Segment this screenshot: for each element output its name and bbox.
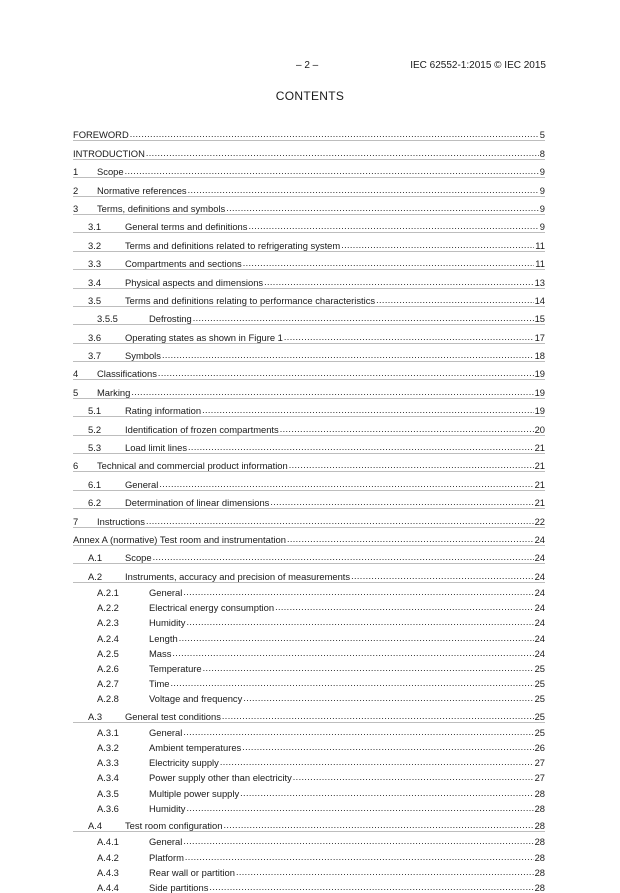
toc-entry-number: A.3.1 [97, 726, 119, 738]
toc-dot-leader [188, 185, 539, 196]
toc-entry-title: General terms and definitions [125, 221, 248, 233]
toc-dot-leader [341, 240, 534, 251]
toc-dot-leader [183, 836, 533, 847]
toc-entry-title: Rear wall or partition [149, 866, 235, 878]
toc-entry-title: General [149, 836, 183, 848]
toc-entry-number: 5.3 [88, 442, 102, 454]
toc-entry-title: Physical aspects and dimensions [125, 276, 264, 288]
toc-entry-number: A.4.3 [97, 866, 119, 878]
toc-entry-page: 19 [534, 386, 545, 398]
toc-dot-leader [172, 648, 533, 659]
toc-entry-number: A.3 [88, 710, 103, 722]
toc-dot-leader [270, 497, 533, 508]
toc-entry-title: Scope [125, 552, 152, 564]
toc-dot-leader [158, 368, 534, 379]
toc-dot-leader [159, 479, 533, 490]
toc-entry-page: 28 [534, 820, 545, 832]
toc-entry-number: 3.5 [88, 294, 102, 306]
toc-entry-number: A.2.8 [97, 693, 119, 705]
toc-entry-page: 28 [534, 836, 545, 848]
toc-entry[interactable] [73, 344, 545, 362]
toc-entry-title: Multiple power supply [149, 787, 240, 799]
toc-dot-leader [185, 852, 534, 863]
toc-dot-leader [162, 350, 534, 361]
toc-entry[interactable] [73, 472, 545, 490]
toc-dot-leader [287, 534, 534, 545]
toc-entry-title: Load limit lines [125, 442, 188, 454]
toc-dot-leader [179, 633, 534, 644]
toc-entry-page: 27 [534, 757, 545, 769]
toc-dot-leader [146, 516, 534, 527]
toc-entry-page: 22 [534, 515, 545, 527]
toc-entry-title: Power supply other than electricity [149, 772, 292, 784]
toc-dot-leader [130, 129, 539, 140]
toc-entry-number: 3.4 [88, 276, 102, 288]
toc-entry-number: 6.2 [88, 497, 102, 509]
toc-entry-number: 7 [73, 515, 79, 527]
toc-entry[interactable] [73, 598, 545, 613]
toc-entry-number: 3.1 [88, 221, 102, 233]
toc-entry-page: 18 [534, 350, 545, 362]
toc-entry-number: 1 [73, 166, 79, 178]
toc-entry[interactable] [73, 178, 545, 196]
toc-entry-page: 20 [534, 423, 545, 435]
toc-entry[interactable] [73, 528, 545, 546]
toc-entry-number: A.2.7 [97, 678, 119, 690]
toc-entry-number: A.2.2 [97, 602, 119, 614]
toc-entry-page: 11 [535, 239, 545, 251]
toc-entry[interactable] [73, 723, 545, 738]
toc-dot-leader [186, 617, 533, 628]
toc-entry-number: A.3.4 [97, 772, 119, 784]
toc-entry[interactable] [73, 509, 545, 527]
toc-entry-number: A.4.2 [97, 851, 119, 863]
toc-dot-leader [242, 742, 533, 753]
toc-entry-title: Electrical energy consumption [149, 602, 275, 614]
toc-dot-leader [293, 772, 534, 783]
toc-entry-title: Mass [149, 647, 172, 659]
toc-entry[interactable] [73, 847, 545, 862]
toc-entry-title: Annex A (normative) Test room and instrumentation [73, 533, 286, 545]
toc-entry-page: 21 [534, 497, 545, 509]
toc-dot-leader [220, 757, 534, 768]
toc-entry-number: 3.6 [88, 331, 102, 343]
toc-entry[interactable] [73, 783, 545, 798]
toc-entry-title: Terms and definitions related to refrigerating system [125, 239, 341, 251]
toc-entry-number: A.2.3 [97, 617, 119, 629]
toc-entry-number: A.2.4 [97, 632, 119, 644]
toc-entry[interactable] [73, 160, 545, 178]
toc-entry-page: 19 [534, 368, 545, 380]
toc-entry-page: 17 [534, 331, 545, 343]
toc-dot-leader [289, 460, 534, 471]
toc-entry-page: 14 [534, 294, 545, 306]
toc-entry-page: 21 [534, 460, 545, 472]
toc-entry-number: A.1 [88, 552, 103, 564]
toc-dot-leader [202, 405, 533, 416]
toc-entry-number: A.2.5 [97, 647, 119, 659]
toc-entry-title: Rating information [125, 405, 202, 417]
toc-entry-page: 28 [534, 851, 545, 863]
toc-entry[interactable] [73, 362, 545, 380]
toc-entry-title: Voltage and frequency [149, 693, 243, 705]
toc-entry-page: 26 [534, 742, 545, 754]
toc-entry[interactable] [73, 753, 545, 768]
toc-entry[interactable] [73, 628, 545, 643]
toc-entry-page: 21 [534, 442, 545, 454]
toc-entry-page: 13 [534, 276, 545, 288]
toc-entry-number: 6 [73, 460, 79, 472]
toc-entry-title: Symbols [125, 350, 161, 362]
toc-entry[interactable] [73, 738, 545, 753]
toc-dot-leader [131, 387, 533, 398]
toc-entry-page: 25 [534, 693, 545, 705]
toc-entry[interactable] [73, 546, 545, 564]
toc-entry[interactable] [73, 491, 545, 509]
toc-dot-leader [280, 424, 534, 435]
page-number: – 2 – [296, 60, 319, 71]
contents-title: CONTENTS [275, 89, 345, 103]
toc-entry-title: General [149, 726, 183, 738]
toc-entry-page: 9 [539, 184, 545, 196]
toc-entry-title: Temperature [149, 662, 202, 674]
toc-entry-number: 5.1 [88, 405, 102, 417]
toc-entry-title: Terms, definitions and symbols [97, 202, 226, 214]
toc-entry-number: A.2 [88, 570, 103, 582]
toc-entry[interactable] [73, 289, 545, 307]
toc-entry[interactable] [73, 123, 545, 141]
toc-entry-title: Determination of linear dimensions [125, 497, 270, 509]
toc-entry-page: 28 [534, 787, 545, 799]
toc-entry-title: FOREWORD [73, 129, 129, 141]
toc-dot-leader [222, 711, 534, 722]
toc-entry[interactable] [73, 252, 545, 270]
toc-entry-number: A.3.5 [97, 787, 119, 799]
toc-entry-title: Instruments, accuracy and precision of measurements [125, 570, 351, 582]
toc-entry-page: 9 [539, 202, 545, 214]
toc-entry-page: 27 [534, 772, 545, 784]
toc-entry[interactable] [73, 644, 545, 659]
toc-entry-title: Compartments and sections [125, 258, 242, 270]
toc-entry-number: 5.2 [88, 423, 102, 435]
toc-entry-title: Side partitions [149, 881, 209, 893]
toc-entry-page: 5 [539, 129, 545, 141]
toc-dot-leader [188, 442, 534, 453]
toc-entry-page: 9 [539, 221, 545, 233]
toc-entry-title: INTRODUCTION [73, 147, 145, 159]
toc-entry[interactable] [73, 863, 545, 878]
toc-entry[interactable] [73, 799, 545, 814]
toc-entry-number: 6.1 [88, 478, 102, 490]
toc-entry-number: 3.3 [88, 258, 102, 270]
toc-dot-leader [223, 820, 533, 831]
toc-entry[interactable] [73, 270, 545, 288]
toc-dot-leader [275, 602, 534, 613]
toc-entry-title: Terms and definitions relating to performance characteristics [125, 294, 376, 306]
toc-dot-leader [243, 693, 533, 704]
toc-entry-page: 24 [534, 570, 545, 582]
toc-entry-number: 2 [73, 184, 79, 196]
toc-entry[interactable] [73, 141, 545, 159]
toc-entry-title: Platform [149, 851, 184, 863]
toc-entry-number: A.4 [88, 820, 103, 832]
toc-entry-page: 24 [534, 533, 545, 545]
toc-entry[interactable] [73, 689, 545, 704]
toc-entry[interactable] [73, 768, 545, 783]
toc-entry-page: 24 [534, 552, 545, 564]
toc-dot-leader [193, 313, 534, 324]
toc-entry-page: 15 [534, 313, 545, 325]
toc-entry[interactable] [73, 197, 545, 215]
toc-dot-leader [153, 552, 534, 563]
toc-entry-page: 8 [539, 147, 545, 159]
toc-dot-leader [226, 203, 539, 214]
toc-entry-page: 24 [534, 647, 545, 659]
toc-entry-page: 11 [535, 258, 545, 270]
toc-entry-title: Operating states as shown in Figure 1 [125, 331, 283, 343]
toc-entry-title: General [125, 478, 159, 490]
toc-entry-title: Humidity [149, 802, 186, 814]
toc-entry-title: Defrosting [149, 313, 192, 325]
table-of-contents [73, 123, 545, 893]
toc-entry-title: General test conditions [125, 710, 221, 722]
toc-entry[interactable] [73, 215, 545, 233]
toc-dot-leader [236, 867, 534, 878]
toc-entry-page: 9 [539, 166, 545, 178]
toc-entry-number: 3.7 [88, 350, 102, 362]
toc-entry-page: 25 [534, 662, 545, 674]
toc-entry-title: Ambient temperatures [149, 742, 242, 754]
toc-entry-number: A.3.6 [97, 802, 119, 814]
toc-entry-page: 24 [534, 602, 545, 614]
toc-entry[interactable] [73, 399, 545, 417]
toc-entry-number: A.4.1 [97, 836, 119, 848]
toc-entry-number: A.2.6 [97, 662, 119, 674]
toc-entry-number: 4 [73, 368, 79, 380]
toc-entry-page: 28 [534, 881, 545, 893]
toc-entry-title: Marking [97, 386, 131, 398]
toc-dot-leader [203, 663, 534, 674]
toc-entry-title: Length [149, 632, 178, 644]
toc-entry[interactable] [73, 436, 545, 454]
toc-entry[interactable] [73, 659, 545, 674]
toc-dot-leader [243, 258, 535, 269]
toc-entry[interactable] [73, 307, 545, 325]
toc-entry-page: 28 [534, 802, 545, 814]
toc-entry-page: 24 [534, 586, 545, 598]
toc-entry-number: 5 [73, 386, 79, 398]
toc-dot-leader [186, 803, 533, 814]
toc-entry-page: 19 [534, 405, 545, 417]
toc-dot-leader [376, 295, 533, 306]
toc-entry-title: Instructions [97, 515, 145, 527]
toc-dot-leader [125, 166, 539, 177]
toc-entry-title: Normative references [97, 184, 187, 196]
toc-dot-leader [183, 587, 533, 598]
toc-entry-title: Humidity [149, 617, 186, 629]
toc-entry-number: 3.5.5 [97, 313, 118, 325]
toc-entry-number: A.3.3 [97, 757, 119, 769]
toc-entry-title: Identification of frozen compartments [125, 423, 279, 435]
toc-entry-page: 25 [534, 678, 545, 690]
toc-dot-leader [284, 332, 534, 343]
toc-entry-title: Electricity supply [149, 757, 219, 769]
toc-dot-leader [248, 221, 538, 232]
toc-entry[interactable] [73, 564, 545, 582]
toc-dot-leader [209, 882, 533, 893]
toc-entry[interactable] [73, 583, 545, 598]
toc-entry-page: 21 [534, 478, 545, 490]
toc-dot-leader [264, 277, 533, 288]
toc-entry-title: General [149, 586, 183, 598]
toc-entry[interactable] [73, 832, 545, 847]
toc-dot-leader [240, 788, 533, 799]
toc-entry-page: 25 [534, 710, 545, 722]
toc-entry[interactable] [73, 814, 545, 832]
toc-entry-number: A.4.4 [97, 881, 119, 893]
toc-entry-page: 24 [534, 617, 545, 629]
toc-dot-leader [146, 148, 539, 159]
toc-entry[interactable] [73, 233, 545, 251]
toc-entry-number: 3.2 [88, 239, 102, 251]
toc-dot-leader [351, 571, 533, 582]
toc-entry-title: Test room configuration [125, 820, 223, 832]
toc-dot-leader [183, 727, 533, 738]
toc-entry[interactable] [73, 704, 545, 722]
toc-entry[interactable] [73, 878, 545, 893]
toc-entry[interactable] [73, 674, 545, 689]
toc-entry-number: A.3.2 [97, 742, 119, 754]
toc-entry-page: 24 [534, 632, 545, 644]
toc-entry-title: Classifications [97, 368, 157, 380]
standard-reference: IEC 62552-1:2015 © IEC 2015 [410, 60, 546, 71]
toc-entry-number: A.2.1 [97, 586, 119, 598]
toc-entry-title: Technical and commercial product information [97, 460, 288, 472]
toc-entry[interactable] [73, 380, 545, 398]
toc-entry-page: 25 [534, 726, 545, 738]
toc-entry-number: 3 [73, 202, 79, 214]
toc-entry[interactable] [73, 454, 545, 472]
toc-entry[interactable] [73, 417, 545, 435]
toc-dot-leader [170, 678, 533, 689]
toc-entry-title: Scope [97, 166, 124, 178]
toc-entry-page: 28 [534, 866, 545, 878]
toc-entry-title: Time [149, 678, 170, 690]
toc-entry[interactable] [73, 613, 545, 628]
toc-entry[interactable] [73, 325, 545, 343]
